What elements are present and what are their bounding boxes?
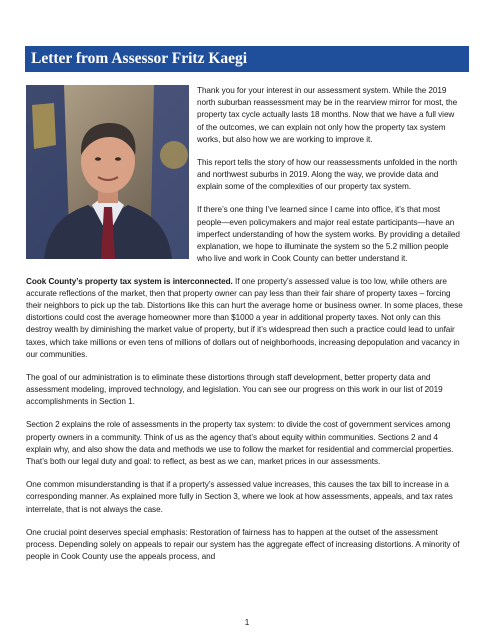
paragraph: Thank you for your interest in our assessment system. While the 2019 north suburban reassessment may be in the rearview mirror for most, the property tax cycle actually lasts 18 months. Now that we have a full view of the outcomes, we can explain not only how the property tax system works, but also how we are working to improve it. [197,86,458,144]
paragraph: If there’s one thing I’ve learned since I came into office, it’s that most people—even policymakers and major real estate participants—have an imperfect understanding of how the system works. By providing a detailed explanation, we hope to illuminate the system so the 5.2 million people who live and work in Cook County can better understand it. [197,205,460,264]
letter-body [26,85,463,574]
paragraph [26,276,463,361]
paragraph: The goal of our administration is to eliminate these distortions through staff development, better property data and assessment modeling, improved technology, and legislation. You can see our progress on this work in our list of 2019 accomplishments in Section 1. [26,372,443,407]
paragraph: This report tells the story of how our reassessments unfolded in the north and northwest suburbs in 2019. Along the way, we provide data and explain some of the complexities of our property tax system. [197,157,457,192]
paragraph: One crucial point deserves special emphasis: Restoration of fairness has to happen at the outset of the assessment process. Depending solely on appeals to repair our system has the aggregate effect of increasing distortions. A minority of people in Cook County use the appeals process, and [26,527,460,562]
paragraph-lead: Cook County’s property tax system is interconnected. [26,276,233,286]
paragraph: One common misunderstanding is that if a property’s assessed value increases, this causes the tax bill to increase in a corresponding manner. As explained more fully in Section 3, where we look at how assessments, appeals, and tax rates interrelate, that is not always the case. [26,480,453,514]
page-number: 1 [244,618,250,627]
paragraph-body: If one property’s assessed value is too low, while others are accurate reflections of the market, then that property owner can pay less than their fair share of property taxes – forcing their neighbors to pick up the tab. Distortions like this can hurt the average home or business owner. In some places, these distortions could cost the average homeowner more than $1000 a year in additional property taxes. Not only can this destroy wealth by diminishing the market value of property, but if it’s widespread then such a practice could lead to unfair taxes, which take millions or even tens of millions of dollars out of neighborhoods, increasing depopulation and vacancy in our communities. [26,276,463,359]
paragraph: Section 2 explains the role of assessments in the property tax system: to divide the cost of government services among property owners in a community. Think of us as the agency that’s about equity within communities. Sections 2 and 4 explain why, and also show the data and methods we use to follow the market for residential and commercial properties. That’s both our legal duty and goal: to reflect, as best as we can, market prices in our assessments. [26,420,454,467]
page-title: Letter from Assessor Fritz Kaegi [25,46,469,72]
photo-spacer [26,85,189,259]
